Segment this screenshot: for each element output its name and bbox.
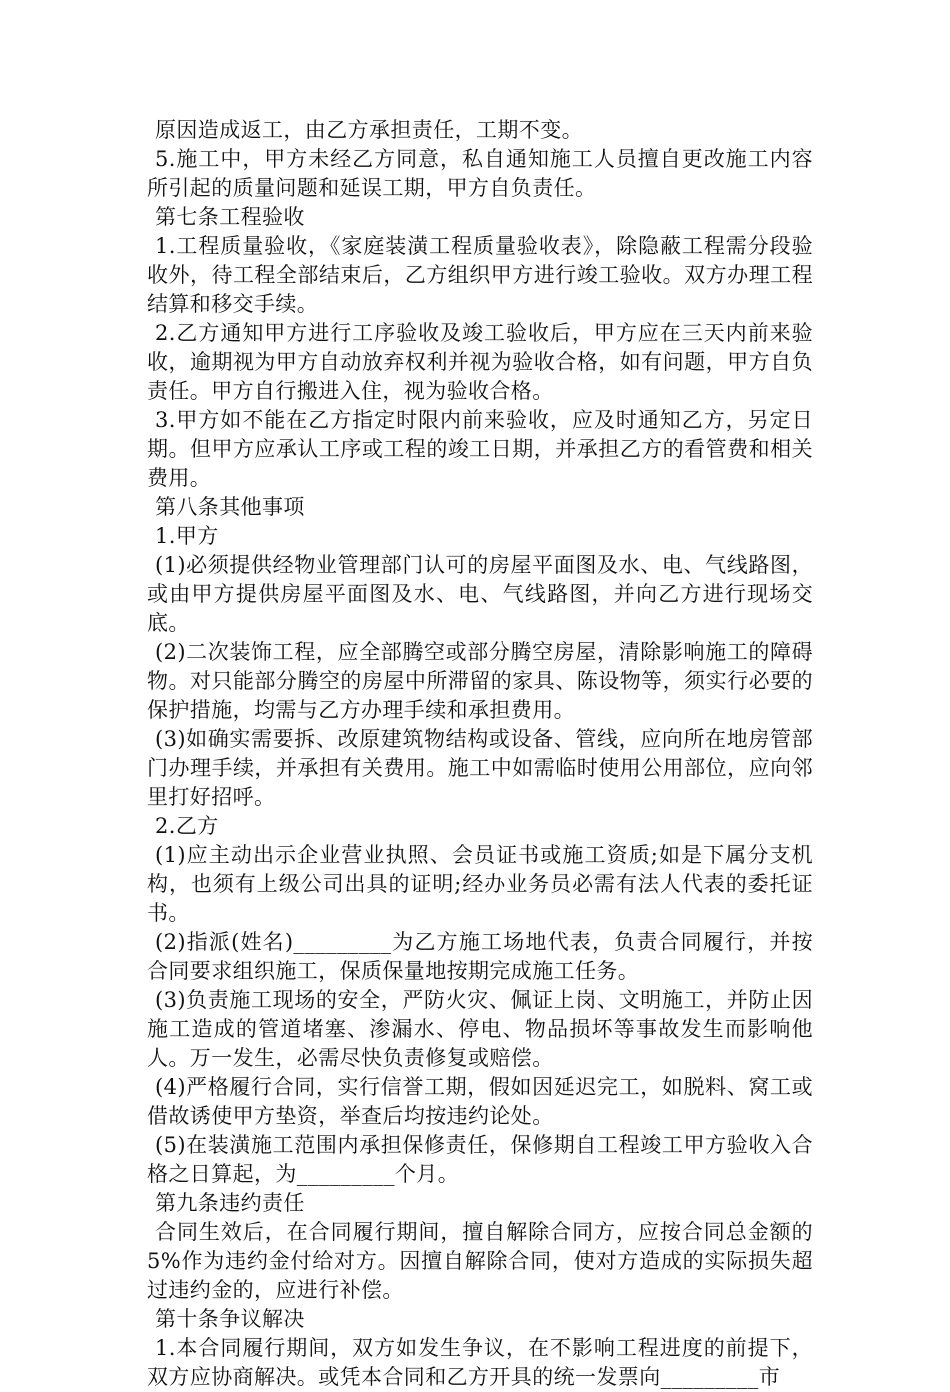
heading-article-7: 第七条工程验收 xyxy=(155,205,305,229)
paragraph-party-a-item-3: (3)如确实需要拆、改原建筑物结构或设备、管线，应向所在地房管部门办理手续，并承担有关费用。施工中如需临时使用公用部位，应向邻里打好招呼。 xyxy=(147,727,813,809)
paragraph-party-a-item-2: (2)二次装饰工程，应全部腾空或部分腾空房屋，清除影响施工的障碍物。对只能部分腾空的房屋中所滞留的家具、陈设物等，须实行必要的保护措施，均需与乙方办理手续和承担费用。 xyxy=(147,640,813,722)
paragraph-breach-liability: 合同生效后，在合同履行期间，擅自解除合同方，应按合同总金额的5%作为违约金付给对方。因擅自解除合同，使对方造成的实际损失超过违约金的，应进行补偿。 xyxy=(147,1220,813,1302)
paragraph-party-b-item-3: (3)负责施工现场的安全，严防火灾、佩证上岗、文明施工，并防止因施工造成的管道堵塞、渗漏水、停电、物品损坏等事故发生而影响他人。万一发生，必需尽快负责修复或赔偿。 xyxy=(147,988,813,1070)
paragraph-clause-10-1: 1.本合同履行期间，双方如发生争议，在不影响工程进度的前提下，双方应协商解决。或凭本合同和乙方开具的统一发票向_________市 xyxy=(147,1336,813,1389)
paragraph-clause-7-2: 2.乙方通知甲方进行工序验收及竣工验收后，甲方应在三天内前来验收，逾期视为甲方自动放弃权利并视为验收合格，如有问题，甲方自负责任。甲方自行搬进入住，视为验收合格。 xyxy=(147,321,813,403)
paragraph-party-b-item-5: (5)在装潢施工范围内承担保修责任，保修期自工程竣工甲方验收入合格之日算起，为_________个月。 xyxy=(147,1133,813,1186)
paragraph-party-a-item-1: (1)必须提供经物业管理部门认可的房屋平面图及水、电、气线路图，或由甲方提供房屋平面图及水、电、气线路图，并向乙方进行现场交底。 xyxy=(147,553,813,635)
paragraph-party-b-item-1: (1)应主动出示企业营业执照、会员证书或施工资质;如是下属分支机构，也须有上级公司出具的证明;经办业务员必需有法人代表的委托证书。 xyxy=(147,843,813,925)
paragraph-clause-7-1: 1.工程质量验收，《家庭装潢工程质量验收表》，除隐蔽工程需分段验收外，待工程全部结束后，乙方组织甲方进行竣工验收。双方办理工程结算和移交手续。 xyxy=(147,234,813,316)
paragraph-clause-7-3: 3.甲方如不能在乙方指定时限内前来验收，应及时通知乙方，另定日期。但甲方应承认工序或工程的竣工日期，并承担乙方的看管费和相关费用。 xyxy=(147,408,813,490)
heading-article-8: 第八条其他事项 xyxy=(155,495,305,519)
contract-text-body xyxy=(147,116,813,1392)
paragraph-party-b-item-4: (4)严格履行合同，实行信誉工期，假如因延迟完工，如脱料、窝工或借故诱使甲方垫资，举查后均按违约论处。 xyxy=(147,1075,813,1128)
heading-article-10: 第十条争议解决 xyxy=(155,1307,305,1331)
heading-article-9: 第九条违约责任 xyxy=(155,1191,305,1215)
subheading-party-b: 2.乙方 xyxy=(155,814,219,838)
paragraph-party-b-item-2: (2)指派(姓名)_________为乙方施工场地代表，负责合同履行，并按合同要求组织施工，保质保量地按期完成施工任务。 xyxy=(147,930,813,983)
paragraph-rework-responsibility: 原因造成返工，由乙方承担责任，工期不变。 xyxy=(155,118,583,142)
subheading-party-a: 1.甲方 xyxy=(155,524,219,548)
paragraph-clause-6-5: 5.施工中，甲方未经乙方同意，私自通知施工人员擅自更改施工内容所引起的质量问题和延误工期，甲方自负责任。 xyxy=(147,147,813,200)
